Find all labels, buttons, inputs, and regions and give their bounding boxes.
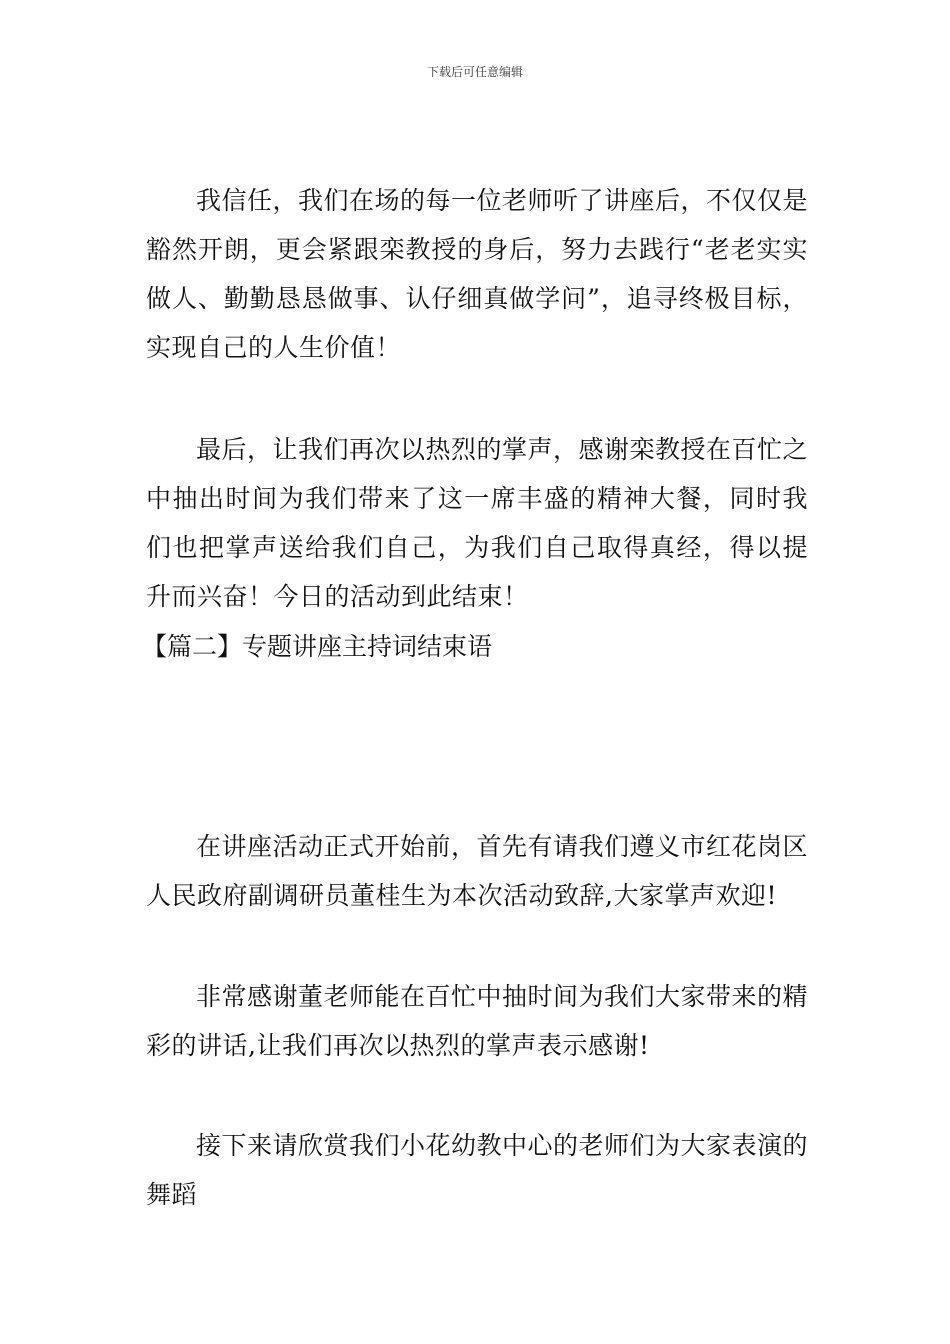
section-paragraph-3: 接下来请欣赏我们小花幼教中心的老师们为大家表演的舞蹈 <box>146 1131 809 1209</box>
paragraph-1: 我信任，我们在场的每一位老师听了讲座后，不仅仅是豁然开朗，更会紧跟栾教授的身后，努力去践行“老老实实做人、勤勤恳恳做事、认仔细真做学问”，追寻终极目标，实现自己的人生价值！ <box>146 186 809 362</box>
section-paragraph-1: 在讲座活动正式开始前，首先有请我们遵义市红花岗区人民政府副调研员董桂生为本次活动致辞,大家掌声欢迎! <box>146 832 809 910</box>
section-heading: 【篇二】专题讲座主持词结束语 <box>142 632 493 661</box>
paragraph-2: 最后，让我们再次以热烈的掌声，感谢栾教授在百忙之中抽出时间为我们带来了这一席丰盛的精神大餐，同时我们也把掌声送给我们自己，为我们自己取得真经，得以提升而兴奋！今日的活动到此结束！ <box>146 435 809 611</box>
page-header-note: 下载后可任意编辑 <box>426 65 523 79</box>
section-paragraph-2: 非常感谢董老师能在百忙中抽时间为我们大家带来的精彩的讲话,让我们再次以热烈的掌声表示感谢! <box>146 982 809 1060</box>
